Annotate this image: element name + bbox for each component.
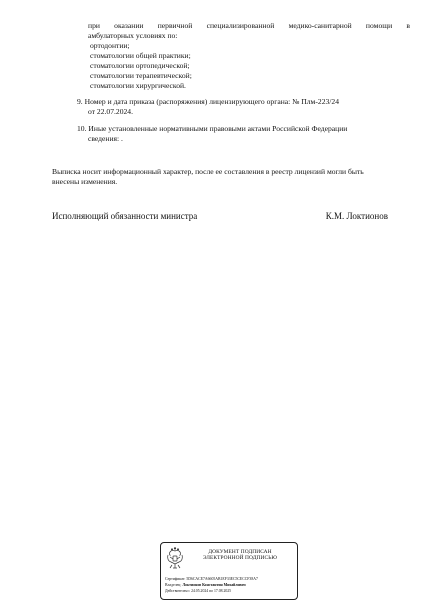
stamp-meta — [165, 576, 294, 595]
signatory-name: К.М. Локтионов — [325, 211, 388, 221]
item-9-line2: от 22.07.2024. — [88, 107, 133, 116]
disclaimer-line2: внесены изменения. — [52, 177, 118, 186]
stamp-owner-label: Владелец: — [165, 583, 182, 588]
electronic-signature-stamp — [160, 542, 298, 600]
item-9-line1: 9. Номер и дата приказа (распоряжения) лицензирующего органа: № Плм-223/24 — [77, 97, 339, 106]
disclaimer-line1: Выписка носит информационный характер, после ее составления в реестр лицензий могли быть — [52, 167, 364, 176]
section-intro-line1: при оказании первичной специализированной медико-санитарной помощи в — [88, 21, 410, 30]
specialty-item-5: стоматологии хирургической. — [90, 81, 186, 90]
specialty-item-4: стоматологии терапевтической; — [90, 71, 192, 80]
signatory-position: Исполняющий обязанности министра — [52, 211, 198, 221]
specialty-item-3: стоматологии ортопедической; — [90, 61, 190, 70]
specialty-item-1: ортодонтии; — [90, 41, 130, 50]
stamp-title — [187, 549, 293, 562]
stamp-title-line1: ДОКУМЕНТ ПОДПИСАН — [208, 549, 272, 555]
stamp-certificate-label: Сертификат: — [165, 577, 186, 581]
item-10-line2: сведения: . — [88, 134, 123, 143]
specialty-item-2: стоматологии общей практики; — [90, 51, 191, 60]
stamp-validity: Действителен с 24.05.2024 по 17.08.2025 — [165, 589, 232, 594]
specialty-list — [90, 41, 192, 91]
stamp-certificate-value: 5D6CACE7A6605AB1EF33EC5CECCF38A7 — [186, 577, 258, 581]
section-intro-line2: амбулаторных условиях по: — [88, 31, 178, 40]
stamp-owner-value: Локтионов Константин Михайлович — [182, 583, 246, 588]
stamp-title-line2: ЭЛЕКТРОННОЙ ПОДПИСЬЮ — [202, 555, 278, 562]
coat-of-arms-icon — [165, 547, 185, 571]
item-10-line1: 10. Иные установленные нормативными правовыми актами Российской Федерации — [77, 124, 348, 133]
